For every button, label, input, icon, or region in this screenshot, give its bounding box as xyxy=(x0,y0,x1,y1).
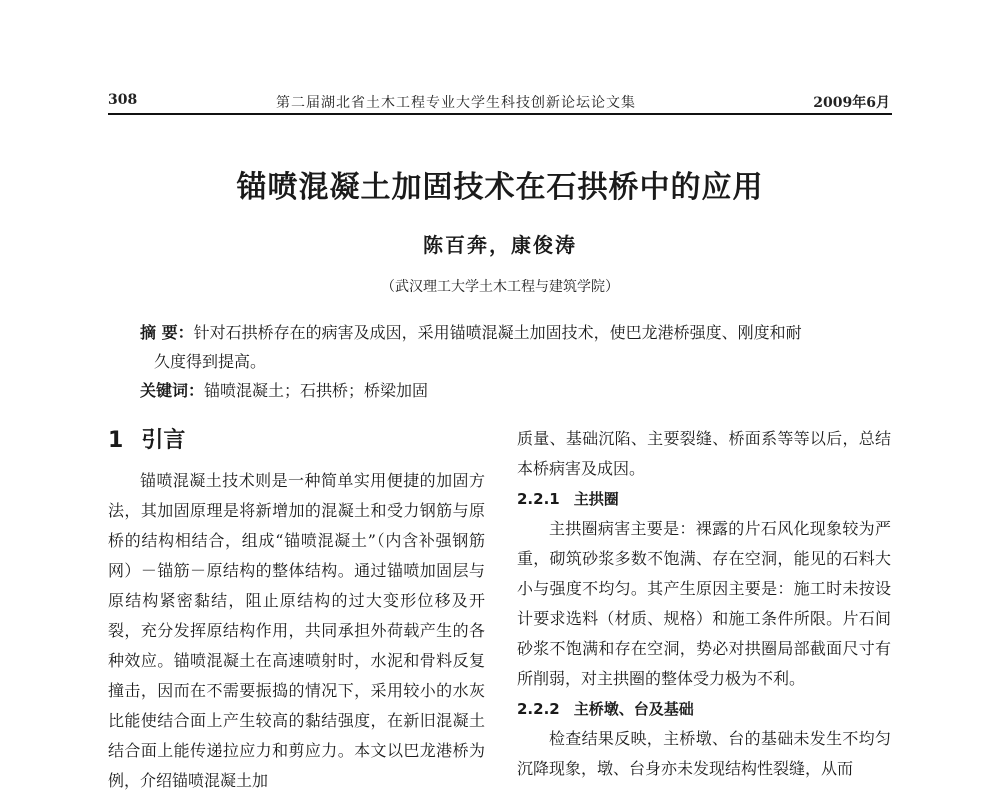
header-rule xyxy=(108,113,892,115)
affiliation: （武汉理工大学土木工程与建筑学院） xyxy=(381,279,619,295)
abstract-label: 摘 要： xyxy=(140,323,194,342)
subsection-title-2: 主桥墩、台及基础 xyxy=(573,700,694,718)
abstract-block xyxy=(140,318,875,405)
abstract-text-2: 久度得到提高。 xyxy=(154,352,267,371)
continued-paragraph: 质量、基础沉陷、主要裂缝、桥面系等等以后，总结本桥病害及成因。 xyxy=(517,429,891,478)
subsection-number-1: 2.2.1 xyxy=(517,490,560,508)
keywords-label: 关键词： xyxy=(140,381,205,400)
left-column xyxy=(108,424,485,796)
right-column xyxy=(517,424,891,784)
subsection-heading-2 xyxy=(517,694,891,724)
journal-title: 第二届湖北省土木工程专业大学生科技创新论坛论文集 xyxy=(276,95,636,111)
subsection-paragraph-2: 检查结果反映，主桥墩、台的基础未发生不均匀沉降现象，墩、台身亦未发现结构性裂缝，从而 xyxy=(517,729,891,778)
paper-title: 锚喷混凝土加固技术在石拱桥中的应用 xyxy=(236,170,764,205)
abstract-text-1: 针对石拱桥存在的病害及成因，采用锚喷混凝土加固技术，使巴龙港桥强度、刚度和耐 xyxy=(193,323,802,342)
keywords-text: 锚喷混凝土；石拱桥；桥梁加固 xyxy=(204,381,429,400)
running-header xyxy=(108,92,890,114)
page-number: 308 xyxy=(108,92,138,108)
publication-date: 2009年6月 xyxy=(813,95,890,111)
keywords-line xyxy=(140,376,875,405)
abstract-line-1 xyxy=(140,318,875,347)
intro-paragraph: 锚喷混凝土技术则是一种简单实用便捷的加固方法，其加固原理是将新增加的混凝土和受力钢筋与原桥的结构相结合，组成“锚喷混凝土”（内含补强钢筋网）－锚筋－原结构的整体结构。通过锚喷加固层与原结构紧密黏结，阻止原结构的过大变形位移及开裂，充分发挥原结构作用，共同承担外荷载产生的各种效应。锚喷混凝土在高速喷射时，水泥和骨料反复撞击，因而在不需要振捣的情况下，采用较小的水灰比能使结合面上产生较高的黏结强度，在新旧混凝土结合面上能传递拉应力和剪应力。本文以巴龙港桥为例，介绍锚喷混凝土加 xyxy=(108,471,485,790)
subsection-paragraph-1: 主拱圈病害主要是：裸露的片石风化现象较为严重，砌筑砂浆多数不饱满、存在空洞，能见的石料大小与强度不均匀。其产生原因主要是：施工时未按设计要求选料（材质、规格）和施工条件所限。片石间砂浆不饱满和存在空洞，势必对拱圈局部截面尺寸有所削弱，对主拱圈的整体受力极为不利。 xyxy=(517,519,891,688)
author-list: 陈百奔，康俊涛 xyxy=(423,233,577,257)
subsection-title-1: 主拱圈 xyxy=(573,490,619,508)
subsection-number-2: 2.2.2 xyxy=(517,700,560,718)
subsection-heading-1 xyxy=(517,484,891,514)
section-number: 1 xyxy=(108,428,124,453)
abstract-line-2 xyxy=(140,347,875,376)
section-title: 引言 xyxy=(141,428,186,453)
section-heading xyxy=(108,424,485,460)
